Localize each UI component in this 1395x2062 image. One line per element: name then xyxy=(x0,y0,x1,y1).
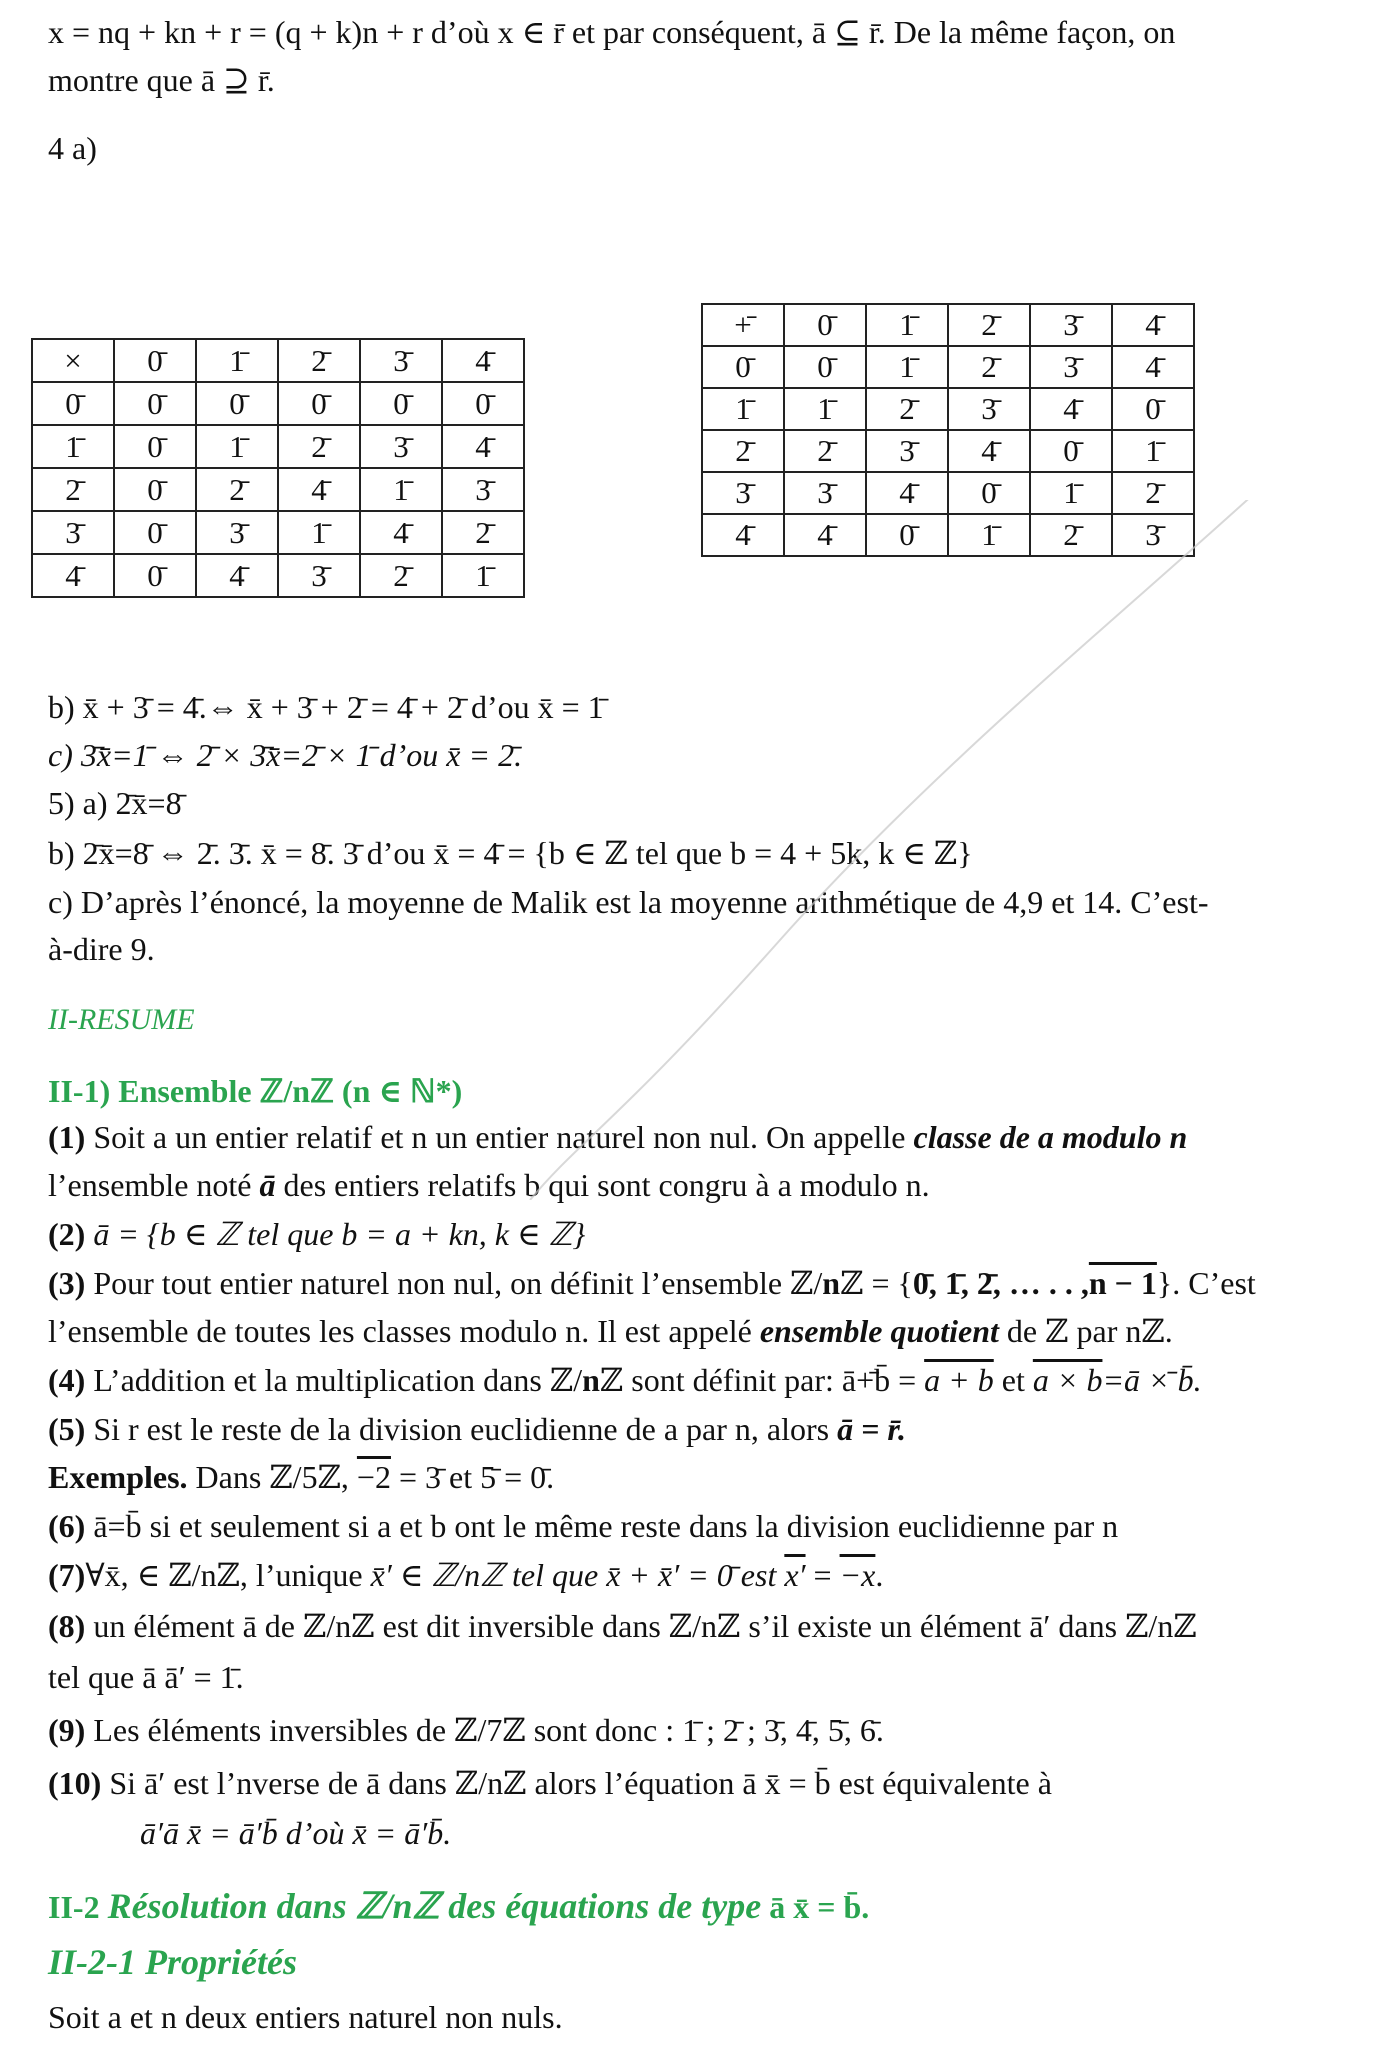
mult-table-cell: 2̄ xyxy=(442,511,524,554)
section-ii-1-title: II-1) Ensemble ℤ/nℤ (n ∈ ℕ*) xyxy=(48,1073,463,1109)
add-table-cell: 0̄ xyxy=(702,346,784,388)
mult-table-cell: 0̄ xyxy=(360,382,442,425)
paragraph-10 xyxy=(48,1763,1361,1803)
addition-table xyxy=(701,303,1195,557)
overlined-text: −x xyxy=(839,1557,876,1593)
add-table-cell: 4̄ xyxy=(1112,304,1194,346)
add-table-cell: 1̄ xyxy=(866,346,948,388)
mult-table-row xyxy=(32,425,524,468)
mult-table-cell: 3̄ xyxy=(360,425,442,468)
text: = 3̄ et 5̄ = 0̄. xyxy=(390,1459,555,1495)
question-4a: 4 a) xyxy=(48,130,97,166)
add-table-cell: 3̄ xyxy=(702,472,784,514)
section-number: II-2 xyxy=(48,1889,108,1925)
mult-table-cell: 0̄ xyxy=(114,468,196,511)
last-line: Soit a et n deux entiers naturel non nuls. xyxy=(48,1999,563,2035)
mult-table-row xyxy=(32,468,524,511)
add-table-cell: 0̄ xyxy=(784,304,866,346)
text: et xyxy=(993,1362,1033,1398)
add-table-cell: 1̄ xyxy=(702,388,784,430)
paragraph-5 xyxy=(48,1409,1361,1449)
text: Les éléments inversibles de ℤ/7ℤ sont donc : 1̄ ; 2̄ ; 3̄, 4̄, 5̄, 6̄. xyxy=(85,1712,884,1748)
add-table-cell: 2̄ xyxy=(948,346,1030,388)
add-table-cell: 4̄ xyxy=(1112,346,1194,388)
overlined-text: a × b xyxy=(1032,1362,1103,1398)
add-table-cell: 3̄ xyxy=(1112,514,1194,556)
formula: ā = r̄. xyxy=(837,1411,906,1447)
text: n xyxy=(582,1362,600,1398)
text: L’addition et la multiplication dans ℤ/ xyxy=(85,1362,583,1398)
text: ℤ sont définit par: ā+̄b̄ = xyxy=(599,1362,925,1398)
mult-table-cell: 0̄ xyxy=(114,554,196,597)
add-table-cell: +̄ xyxy=(702,304,784,346)
add-table-cell: 3̄ xyxy=(948,388,1030,430)
answer-4b: b) x̄ + 3̄ = 4̄.⇔ x̄ + 3̄ + 2̄ = 4̄ + 2̄ d’ou x̄ = 1̄ xyxy=(48,689,604,725)
text-line-1: x = nq + kn + r = (q + k)n + r d’où x ∈ r̄ et par conséquent, ā ⊆ r̄. De la même façon, on xyxy=(48,14,1176,50)
mult-table-cell: 0̄ xyxy=(114,425,196,468)
mult-table-cell: 2̄ xyxy=(196,468,278,511)
item-number: (4) xyxy=(48,1362,86,1398)
examples xyxy=(48,1457,1361,1497)
add-table-cell: 1̄ xyxy=(784,388,866,430)
mult-table-cell: 2̄ xyxy=(278,339,360,382)
overlined-text: −2 xyxy=(356,1459,391,1495)
text-line-2: montre que ā ⊇ r̄. xyxy=(48,62,275,98)
paragraph-3 xyxy=(48,1263,1361,1303)
mult-table-cell: 1̄ xyxy=(196,339,278,382)
add-table-cell: 2̄ xyxy=(1112,472,1194,514)
multiplication-table xyxy=(31,338,525,598)
add-table-cell: 2̄ xyxy=(702,430,784,472)
add-table-row xyxy=(702,388,1194,430)
answer-5b: b) 2̄x̄=8̄ ⇔ 2̄. 3̄. x̄ = 8̄. 3̄ d’ou x̄ = 4̄ = {b ∈ ℤ tel que b = 4 + 5k, k ∈ ℤ} xyxy=(48,835,973,871)
add-table-cell: 1̄ xyxy=(948,514,1030,556)
mult-table-cell: 3̄ xyxy=(32,511,114,554)
emphasis: ensemble quotient xyxy=(759,1313,999,1349)
text: Pour tout entier naturel non nul, on définit l’ensemble ℤ/ xyxy=(85,1265,823,1301)
text: Dans ℤ/5ℤ, xyxy=(187,1459,357,1495)
add-table-row xyxy=(702,472,1194,514)
mult-table-cell: 1̄ xyxy=(442,554,524,597)
add-table-cell: 1̄ xyxy=(866,304,948,346)
text: ∀x̄, ∈ ℤ/nℤ, l’unique xyxy=(85,1557,371,1593)
mult-table-cell: 3̄ xyxy=(278,554,360,597)
text: x̄′ ∈ ℤ/nℤ tel que x̄ + x̄′ = 0̄ est xyxy=(370,1557,785,1593)
answer-5a: 5) a) 2̄x̄=8̄ xyxy=(48,785,182,821)
mult-table-row xyxy=(32,554,524,597)
paragraph-3-cont xyxy=(48,1311,1361,1351)
text: n xyxy=(822,1265,841,1301)
text: = xyxy=(805,1557,840,1593)
add-table-cell: 4̄ xyxy=(1030,388,1112,430)
section-formula: ā x̄ = b̄. xyxy=(761,1889,870,1925)
item-number: (10) xyxy=(48,1765,102,1801)
section-ii-2-1-title: II-2-1 Propriétés xyxy=(48,1942,297,1982)
add-table-cell: 2̄ xyxy=(1030,514,1112,556)
mult-table-cell: 0̄ xyxy=(278,382,360,425)
add-table-row xyxy=(702,514,1194,556)
text: }. C’est xyxy=(1156,1265,1256,1301)
text: un élément ā de ℤ/nℤ est dit inversible dans ℤ/nℤ s’il existe un élément ā′ dans ℤ/nℤ xyxy=(85,1608,1197,1644)
add-table-row xyxy=(702,346,1194,388)
mult-table-row xyxy=(32,382,524,425)
add-table-cell: 0̄ xyxy=(1112,388,1194,430)
add-table-cell: 2̄ xyxy=(784,430,866,472)
emphasis: ā xyxy=(259,1167,276,1203)
mult-table-cell: 0̄ xyxy=(114,382,196,425)
examples-label: Exemples. xyxy=(48,1459,188,1495)
item-number: (3) xyxy=(48,1265,86,1301)
answer-5c: c) D’après l’énoncé, la moyenne de Malik est la moyenne arithmétique de 4,9 et 14. C’est- xyxy=(48,884,1209,920)
paragraph-1-cont xyxy=(48,1165,1361,1205)
mult-table-cell: 2̄ xyxy=(360,554,442,597)
mult-table-cell: 0̄ xyxy=(114,511,196,554)
item-number: (7) xyxy=(48,1557,86,1593)
mult-table-cell: 1̄ xyxy=(32,425,114,468)
paragraph-7 xyxy=(48,1555,1361,1595)
mult-table-cell: 1̄ xyxy=(360,468,442,511)
text: l’ensemble noté xyxy=(48,1167,260,1203)
add-table-cell: 4̄ xyxy=(784,514,866,556)
add-table-cell: 2̄ xyxy=(866,388,948,430)
text: . xyxy=(875,1557,884,1593)
text: des entiers relatifs b qui sont congru à a modulo n. xyxy=(275,1167,930,1203)
answer-5c-cont: à-dire 9. xyxy=(48,931,155,967)
paragraph-10-cont: ā′ā x̄ = ā′b̄ d’où x̄ = ā′b̄. xyxy=(140,1815,452,1851)
mult-table-cell: 0̄ xyxy=(442,382,524,425)
add-table-cell: 1̄ xyxy=(1030,472,1112,514)
paragraph-9 xyxy=(48,1710,1361,1750)
add-table-cell: 3̄ xyxy=(1030,346,1112,388)
text: Si ā′ est l’nverse de ā dans ℤ/nℤ alors l’équation ā x̄ = b̄ est équivalente à xyxy=(101,1765,1052,1801)
mult-table-cell: 4̄ xyxy=(442,425,524,468)
text: l’ensemble de toutes les classes modulo n. Il est appelé xyxy=(48,1313,760,1349)
formula: ā = {b ∈ ℤ tel que b = a + kn, k ∈ ℤ} xyxy=(85,1216,586,1252)
add-table-cell: 0̄ xyxy=(948,472,1030,514)
mult-table-cell: 0̄ xyxy=(114,339,196,382)
text: Soit a un entier relatif et n un entier naturel non nul. On appelle xyxy=(85,1119,914,1155)
emphasis: classe de a modulo n xyxy=(913,1119,1188,1155)
mult-table-cell: 4̄ xyxy=(360,511,442,554)
overlined-text: n − 1 xyxy=(1088,1265,1157,1301)
add-table-cell: 4̄ xyxy=(702,514,784,556)
mult-table-cell: 4̄ xyxy=(196,554,278,597)
add-table-cell: 0̄ xyxy=(784,346,866,388)
mult-table-cell: 3̄ xyxy=(442,468,524,511)
section-resume-title: II-RESUME xyxy=(48,1003,195,1036)
item-number: (5) xyxy=(48,1411,86,1447)
item-number: (9) xyxy=(48,1712,86,1748)
add-table-cell: 1̄ xyxy=(1112,430,1194,472)
item-number: (8) xyxy=(48,1608,86,1644)
text: de ℤ par nℤ. xyxy=(998,1313,1173,1349)
text: ℤ = { xyxy=(840,1265,913,1301)
section-ii-2-title xyxy=(48,1886,1361,1927)
add-table-row xyxy=(702,430,1194,472)
mult-table-cell: 0̄ xyxy=(196,382,278,425)
paragraph-2 xyxy=(48,1214,1361,1254)
paragraph-4 xyxy=(48,1360,1361,1400)
text: 0̄, 1̄, 2̄, … . . , xyxy=(912,1265,1089,1301)
text: ā=b̄ si et seulement si a et b ont le même reste dans la division euclidienne par n xyxy=(85,1508,1119,1544)
item-number: (2) xyxy=(48,1216,86,1252)
add-table-header-row xyxy=(702,304,1194,346)
mult-table-cell: 4̄ xyxy=(278,468,360,511)
mult-table-row xyxy=(32,511,524,554)
mult-table-cell: 0̄ xyxy=(32,382,114,425)
mult-table-cell: 1̄ xyxy=(196,425,278,468)
mult-table-cell: 1̄ xyxy=(278,511,360,554)
overlined-text: x′ xyxy=(784,1557,806,1593)
mult-table-cell: 4̄ xyxy=(442,339,524,382)
item-number: (1) xyxy=(48,1119,86,1155)
mult-table-cell: × xyxy=(32,339,114,382)
paragraph-6 xyxy=(48,1506,1361,1546)
overlined-text: a + b xyxy=(924,1362,994,1398)
paragraph-8-cont: tel que ā ā′ = 1̄. xyxy=(48,1659,244,1695)
add-table-cell: 4̄ xyxy=(948,430,1030,472)
mult-table-cell: 3̄ xyxy=(196,511,278,554)
answer-4c: c) 3̄x̄=1̄ ⇔ 2̄ × 3̄x̄=2̄ × 1̄ d’ou x̄ = 2̄. xyxy=(48,737,523,773)
add-table-cell: 3̄ xyxy=(784,472,866,514)
mult-table-header-row xyxy=(32,339,524,382)
add-table-cell: 4̄ xyxy=(866,472,948,514)
mult-table-cell: 3̄ xyxy=(360,339,442,382)
item-number: (6) xyxy=(48,1508,86,1544)
paragraph-1 xyxy=(48,1117,1361,1157)
text: Si r est le reste de la division euclidienne de a par n, alors xyxy=(85,1411,838,1447)
add-table-cell: 3̄ xyxy=(866,430,948,472)
section-title: Résolution dans ℤ/nℤ des équations de type xyxy=(107,1886,762,1926)
add-table-cell: 3̄ xyxy=(1030,304,1112,346)
add-table-cell: 0̄ xyxy=(1030,430,1112,472)
add-table-cell: 2̄ xyxy=(948,304,1030,346)
mult-table-cell: 4̄ xyxy=(32,554,114,597)
text: =ā ×̄ b̄. xyxy=(1102,1362,1202,1398)
add-table-cell: 0̄ xyxy=(866,514,948,556)
mult-table-cell: 2̄ xyxy=(32,468,114,511)
paragraph-8 xyxy=(48,1606,1361,1646)
mult-table-cell: 2̄ xyxy=(278,425,360,468)
